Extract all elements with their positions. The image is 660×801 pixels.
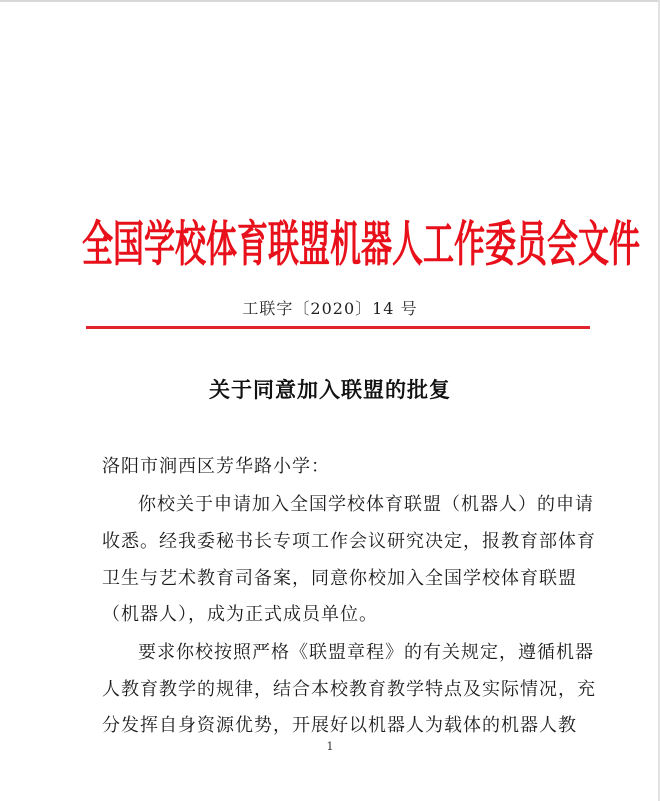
- body-line: 卫生与艺术教育司备案，同意你校加入全国学校体育联盟: [102, 568, 577, 589]
- body-line: 你校关于申请加入全国学校体育联盟（机器人）的申请: [138, 494, 594, 515]
- body-line: 收悉。经我委秘书长专项工作会议研究决定，报教育部体育: [102, 531, 596, 552]
- scan-edge-top: [0, 0, 660, 2]
- body-line: 要求你校按照严格《联盟章程》的有关规定，遵循机器: [138, 642, 594, 663]
- body-line: 人教育教学的规律，结合本校教育教学特点及实际情况，充: [102, 679, 596, 700]
- body-line: （机器人），成为正式成员单位。: [102, 604, 378, 625]
- body-line: 分发挥自身资源优势，开展好以机器人为载体的机器人教: [102, 715, 577, 736]
- header-red-rule: [86, 326, 590, 329]
- document-number: 工联字〔2020〕14 号: [242, 299, 418, 318]
- document-subject: 关于同意加入联盟的批复: [209, 377, 451, 402]
- page-number: 1: [326, 740, 334, 753]
- salutation: 洛阳市涧西区芳华路小学：: [102, 456, 330, 477]
- document-header-title: 全国学校体育联盟机器人工作委员会文件: [82, 217, 640, 272]
